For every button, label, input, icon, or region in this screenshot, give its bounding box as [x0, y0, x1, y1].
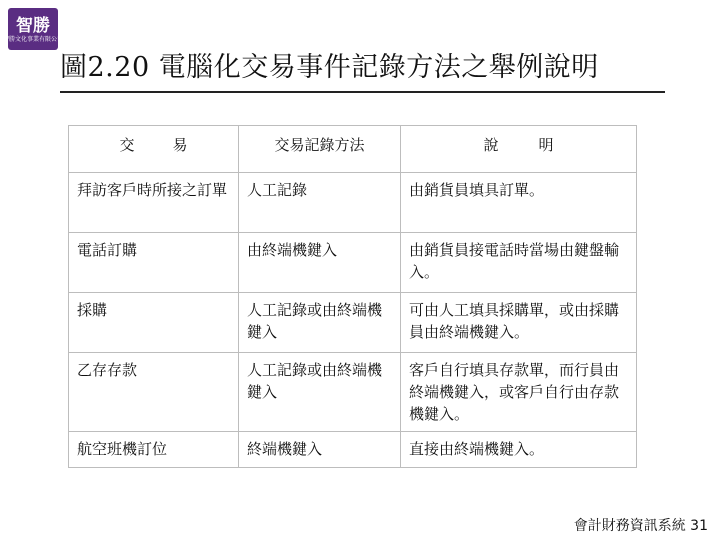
logo-mark: 智勝 [16, 16, 50, 36]
table-row [69, 432, 637, 468]
cell-transaction: 電話訂購 [69, 233, 239, 293]
cell-description: 可由人工填具採購單，或由採購員由終端機鍵入。 [401, 293, 637, 353]
header-transaction: 交易 [69, 126, 239, 173]
table-row [69, 173, 637, 233]
publisher-logo [3, 8, 64, 50]
page-title: 圖2.20 電腦化交易事件記錄方法之舉例說明 [60, 52, 599, 83]
cell-method: 人工記錄或由終端機鍵入 [239, 353, 401, 432]
table-row [69, 233, 637, 293]
table-header-row [69, 126, 637, 173]
cell-transaction: 航空班機訂位 [69, 432, 239, 468]
table-row [69, 293, 637, 353]
cell-description: 由銷貨員接電話時當場由鍵盤輸入。 [401, 233, 637, 293]
title-underline [60, 91, 665, 93]
cell-transaction: 拜訪客戶時所接之訂單 [69, 173, 239, 233]
cell-description: 由銷貨員填具訂單。 [401, 173, 637, 233]
table-row [69, 353, 637, 432]
cell-method: 終端機鍵入 [239, 432, 401, 468]
cell-transaction: 採購 [69, 293, 239, 353]
cell-method: 由終端機鍵入 [239, 233, 401, 293]
cell-description: 直接由終端機鍵入。 [401, 432, 637, 468]
cell-transaction: 乙存存款 [69, 353, 239, 432]
logo-subtitle: 智勝文化事業有限公司 [3, 36, 64, 43]
footer-caption: 會計財務資訊系統 31 [573, 518, 708, 534]
cell-method: 人工記錄或由終端機鍵入 [239, 293, 401, 353]
cell-description: 客戶自行填具存款單，而行員由終端機鍵入，或客戶自行由存款機鍵入。 [401, 353, 637, 432]
cell-method: 人工記錄 [239, 173, 401, 233]
header-method: 交易記錄方法 [239, 126, 401, 173]
records-table [68, 125, 637, 468]
header-description: 說明 [401, 126, 637, 173]
